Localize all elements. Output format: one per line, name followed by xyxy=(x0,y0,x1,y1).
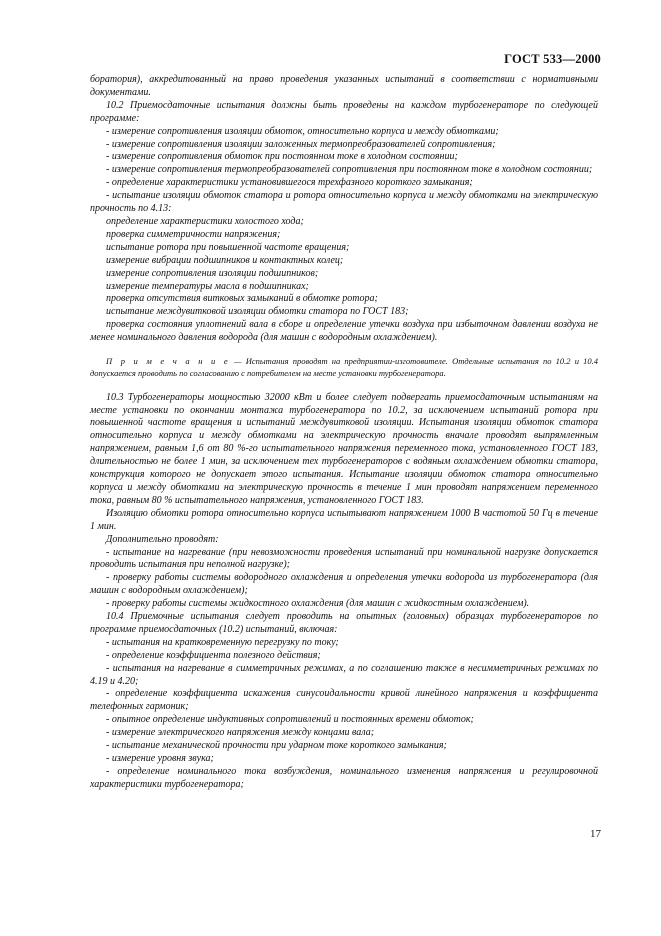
list-item: проверка симметричности напряжения; xyxy=(106,228,281,240)
list-item: - испытание на нагревание (при невозможности проведения испытаний при номинальной нагрузке допускается проводить испытания при неполной нагрузке); xyxy=(90,546,598,571)
list-item: - определение характеристики установившегося трехфазного короткого замыкания; xyxy=(106,177,473,189)
list-item: проверка состояния уплотнений вала в сборе и определение утечки воздуха при избыточном давлении воздуха не менее номинального давления водорода (для машин с водородным охлаждением). xyxy=(90,319,598,344)
note xyxy=(90,356,598,380)
paragraph-continuation: боратория), аккредитованный на право проведения указанных испытаний в соответствии с нормативными документами. xyxy=(90,74,598,98)
clause-10-3: 10.3 Турбогенераторы мощностью 32000 кВт и более следует подвергать приемосдаточным испытаниям на месте установки по окончании монтажа турбогенератора по 10.2, за исключением испытаний ротора при повышенной частоте вращения и испытаний междувитковой изоляции. Испытания изоляции обмоток статора относительно корпуса и между обмотками на электрическую прочность вначале проводят выпрямленным напряжением, равным 1,6 от 80 %-го испытательного напряжения переменного тока, установленного ГОСТ 183, длительностью не более 1 мин, за исключением тех турбогенераторов с водяным охлаждением обмотки статора, конструкция которого не допускает этого испытания. Испытание изоляции обмоток статора относительно корпуса и между обмотками на электрическую прочность в течение 1 мин проводят напряжением переменного тока, равным 80 % испытательного напряжения, установленного ГОСТ 183. xyxy=(90,391,598,506)
note-label: П р и м е ч а н и е xyxy=(106,356,230,367)
list-item: - проверку работы системы жидкостного охлаждения (для машин с жидкостным охлаждением). xyxy=(106,598,530,610)
list-item: измерение температуры масла в подшипниках; xyxy=(106,280,309,292)
document-body xyxy=(90,74,598,792)
list-item: - измерение сопротивления обмоток при постоянном токе в холодном состоянии; xyxy=(106,151,458,163)
note-text: — Испытания проводят на предприятии-изготовителе. Отдельные испытания по 10.2 и 10.4 допускается проводить по согласованию с потребителем на месте установки турбогенератора. xyxy=(90,356,599,378)
list-item: - измерение электрического напряжения между концами вала; xyxy=(106,727,375,739)
clause-10-4: 10.4 Приемочные испытания следует проводить на опытных (головных) образцах турбогенераторов по программе приемосдаточных (10.2) испытаний, включая: xyxy=(90,611,598,635)
list-item: - определение коэффициента искажения синусоидальности кривой линейного напряжения и коэффициента телефонных гармоник; xyxy=(90,688,598,713)
list-item: - испытание механической прочности при ударном токе короткого замыкания; xyxy=(106,740,447,752)
list-item: измерение сопротивления изоляции подшипников; xyxy=(106,267,319,279)
list-item: - опытное определение индуктивных сопротивлений и постоянных времени обмоток; xyxy=(106,714,474,726)
list-item: - измерение сопротивления изоляции обмоток, относительно корпуса и между обмотками; xyxy=(106,125,499,137)
list-item: проверка отсутствия витковых замыканий в обмотке ротора; xyxy=(106,293,378,305)
list-item: испытание междувитковой изоляции обмотки статора по ГОСТ 183; xyxy=(106,306,409,318)
document-code-header: ГОСТ 533—2000 xyxy=(504,52,601,66)
list-item: - испытания на нагревание в симметричных режимах, а по соглашению также в несимметричных режимах по 4.19 и 4.20; xyxy=(90,662,598,687)
paragraph: Дополнительно проводят: xyxy=(106,533,219,545)
page-number: 17 xyxy=(590,828,601,840)
paragraph: Изоляцию обмотки ротора относительно корпуса испытывают напряжением 1000 В частотой 50 Гц в течение 1 мин. xyxy=(90,507,598,532)
clause-10-2: 10.2 Приемосдаточные испытания должны быть проведены на каждом турбогенераторе по следующей программе: xyxy=(90,99,598,124)
list-item: - проверку работы системы водородного охлаждения и определения утечки водорода из турбогенератора (для машин с водородным охлаждением); xyxy=(90,572,598,597)
list-item: - измерение сопротивления термопреобразователей сопротивления при постоянном токе в холодном состоянии; xyxy=(106,164,593,176)
list-item: - измерение сопротивления изоляции заложенных термопреобразователей сопротивления; xyxy=(106,138,496,150)
list-item: - определение коэффициента полезного действия; xyxy=(106,649,321,661)
list-item: - испытания на кратковременную перегрузку по току; xyxy=(106,636,339,648)
list-item: - испытание изоляции обмоток статора и ротора относительно корпуса и между обмотками на электрическую прочность по 4.13: xyxy=(90,190,598,215)
list-item: измерение вибрации подшипников и контактных колец; xyxy=(106,254,344,266)
list-item: - определение номинального тока возбуждения, номинального изменения напряжения и регулировочной характеристики турбогенератора; xyxy=(90,765,598,790)
list-item: определение характеристики холостого хода; xyxy=(106,215,304,227)
list-item: испытание ротора при повышенной частоте вращения; xyxy=(106,241,350,253)
list-item: - измерение уровня звука; xyxy=(106,753,214,764)
